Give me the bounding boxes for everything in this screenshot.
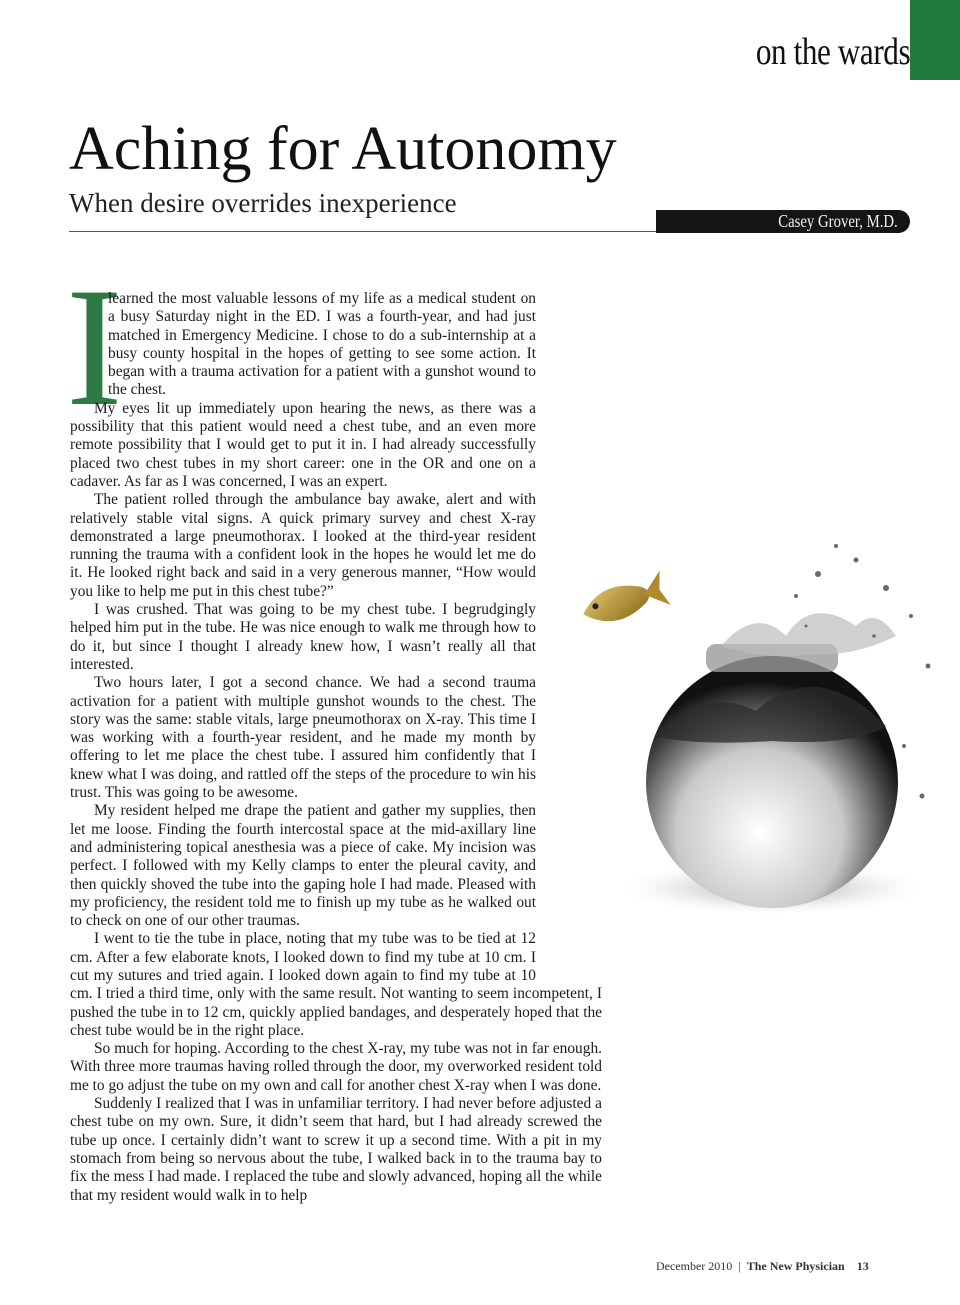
paragraph: My resident helped me drape the patient and gather my supplies, then let me loose. Finding the fourth intercostal space at the mid-axillary line and administering topical anesthesia was a piece of cake. My incision was perfect. I followed with my Kelly clamps to enter the pleural cavity, and then quickly shoved the tube into the gaping hole I had made. Pleased with my proficiency, the resident told me to finish up my tube as he walked out to check on one of our other traumas. [70,802,536,930]
fishbowl [646,656,898,908]
goldfish [578,571,671,632]
paragraph: I was crushed. That was going to be my chest tube. I begrudgingly helped him put in the tube. He was nice enough to walk me through how to do it, but since I thought I already knew how, I wasn’t really all that interested. [70,601,536,673]
author-byline [656,210,910,233]
paragraph: I went to tie the tube in place, noting that my tube was to be tied at 12 cm. After a few elaborate knots, I looked down to find my tube at 10 cm. I cut my sutures and tried again. I looked down again to find my tube at 10 cm. I tried a third time, only with the same result. Not wanting to seem incompetent, I pushed the tube in to 12 cm, quickly applied bandages, and desperately hoped that the chest tube would be in the right place. [70,930,602,1039]
drop-cap: I [66,253,123,441]
issue-date: December 2010 [656,1259,733,1273]
author-name: Casey Grover, M.D. [778,211,898,231]
page-footer [656,1259,869,1274]
section-label: on the wards [755,31,910,73]
water-splash [721,613,896,656]
publication-name: The New Physician [746,1259,845,1273]
page-number: 13 [856,1259,869,1273]
section-color-tab [910,0,960,80]
fishbowl-illustration [556,536,960,936]
paragraph: Two hours later, I got a second chance. We had a second trauma activation for a patient with multiple gunshot wounds to the chest. The story was the same: stable vitals, large pneumothorax on X-ray. This time I was working with a fourth-year resident, and he made my month by offering to let me place the chest tube. I assured him confidently that I knew what I was doing, and rattled off the steps of the procedure to win his trust. This was going to be awesome. [70,674,536,802]
article-subtitle: When desire overrides inexperience [69,188,457,218]
paragraph: learned the most valuable lessons of my life as a medical student on a busy Saturday night in the ED. I was a fourth-year, and had just matched in Emergency Medicine. I chose to do a sub-internship at a busy county hospital in the hopes of getting to see some action. It began with a trauma activation for a patient with a gunshot wound to the chest. [108,290,536,399]
article-body [70,290,602,1205]
paragraph: So much for hoping. According to the chest X-ray, my tube was not in far enough. With three more traumas having rolled through the door, my overworked resident told me to go adjust the tube on my own and call for another chest X-ray when I was done. [70,1040,602,1094]
paragraph: The patient rolled through the ambulance bay awake, alert and with relatively stable vital signs. A quick primary survey and chest X-ray demonstrated a large pneumothorax. I looked at the third-year resident running the trauma with a confident look in the hopes he would let me do it. He looked right back and said in a very generous manner, “How would you like to help me put in this chest tube?” [70,491,536,600]
paragraph: Suddenly I realized that I was in unfamiliar territory. I had never before adjusted a chest tube on my own. Sure, it didn’t seem that hard, but I had already screwed the tube up once. I certainly didn’t want to screw it up a second time. With a pit in my stomach from being so nervous about the tube, I walked back in to the trauma bay to fix the mess I had made. I replaced the tube and slowly advanced, hoping all the while that my resident would walk in to help [70,1095,602,1204]
article-title: Aching for Autonomy [69,115,617,183]
title-rule [69,231,657,232]
footer-separator: | [738,1259,741,1273]
paragraph: My eyes lit up immediately upon hearing the news, as there was a possibility that this patient would need a chest tube, and an even more remote possibility that I would get to put it in. I had already successfully placed two chest tubes in my short career: one in the OR and one on a cadaver. As far as I was concerned, I was an expert. [70,399,536,490]
